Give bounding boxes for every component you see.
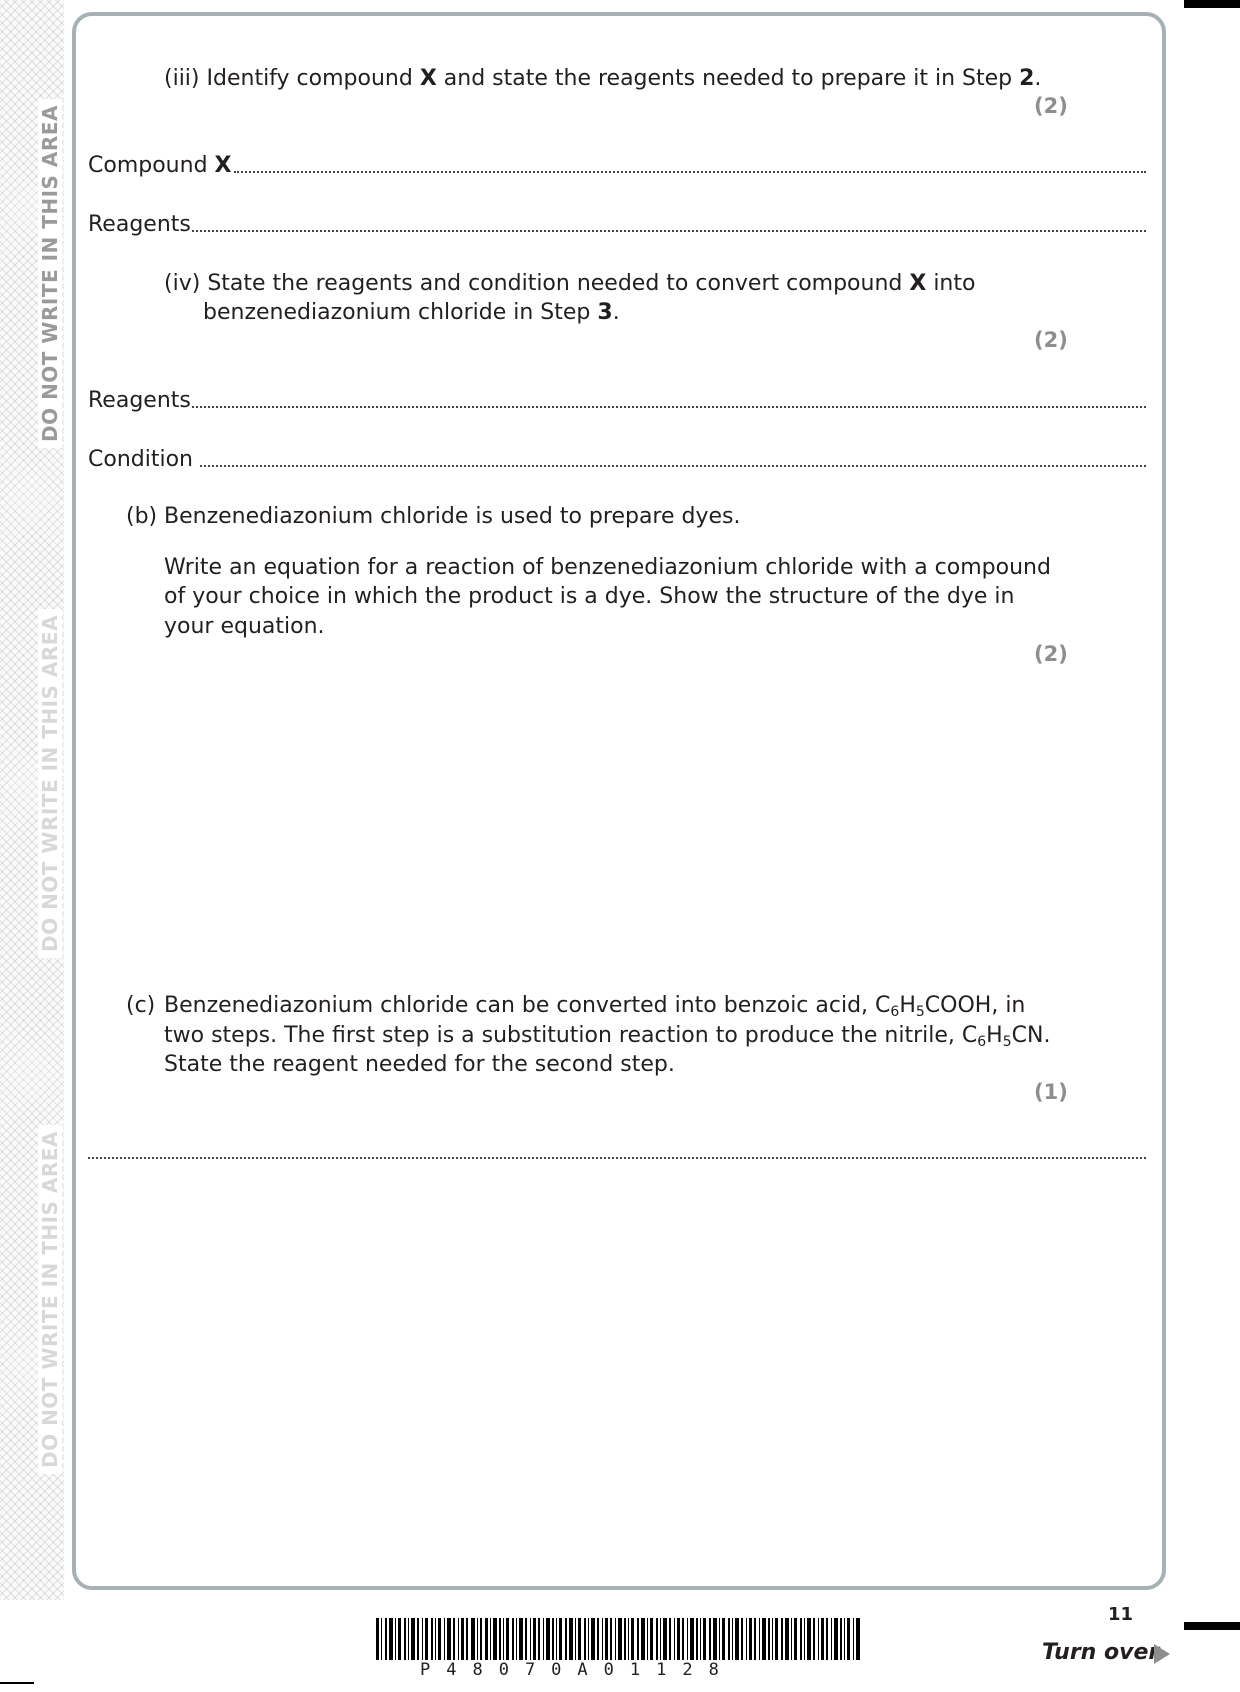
question-b-letter: (b) (126, 504, 158, 529)
marks-c: (1) (1034, 1080, 1068, 1104)
condition-answer-line[interactable] (200, 465, 1146, 467)
reagents-answer-line-iii[interactable] (192, 230, 1146, 232)
page-number: 11 (1108, 1604, 1134, 1625)
corner-mark-bottom (1184, 1622, 1240, 1630)
question-b-intro: Benzenediazonium chloride is used to prepare dyes. (164, 504, 741, 529)
reagents-label-iv: Reagents (88, 388, 191, 413)
margin-warning-middle: DO NOT WRITE IN THIS AREA (38, 609, 62, 958)
reagents-answer-line-iv[interactable] (192, 406, 1146, 408)
compound-x-label: Compound X (88, 153, 232, 178)
answer-line-c[interactable] (88, 1157, 1146, 1159)
barcode (376, 1618, 860, 1660)
question-b-para-line2: of your choice in which the product is a dye. Show the structure of the dye in (164, 584, 1015, 609)
marks-iv: (2) (1034, 328, 1068, 352)
question-b-para-line1: Write an equation for a reaction of benzenediazonium chloride with a compound (164, 555, 1051, 580)
turn-over-label: Turn over (1042, 1640, 1160, 1665)
compound-x-answer-line[interactable] (234, 171, 1146, 173)
question-c-letter: (c) (126, 993, 156, 1018)
question-b-para-line3: your equation. (164, 614, 325, 639)
question-c-line2: two steps. The first step is a substitution reaction to produce the nitrile, $C_6H_5CN$. (164, 1023, 1051, 1050)
corner-mark-bottom-left (0, 1682, 34, 1684)
question-c-line3: State the reagent needed for the second step. (164, 1052, 675, 1077)
question-iv-line2: benzenediazonium chloride in Step 3. (203, 300, 620, 325)
margin-warning-bottom: DO NOT WRITE IN THIS AREA (38, 1125, 62, 1474)
reagents-label-iii: Reagents (88, 212, 191, 237)
marks-b: (2) (1034, 642, 1068, 666)
barcode-text: P48070A01128 (420, 1660, 735, 1680)
corner-mark-top (1184, 0, 1240, 8)
margin-warning-top: DO NOT WRITE IN THIS AREA (38, 99, 62, 448)
equation-answer-space[interactable] (164, 680, 1064, 980)
marks-iii: (2) (1034, 94, 1068, 118)
question-iii: (iii) Identify compound X and state the reagents needed to prepare it in Step 2. (164, 66, 1042, 91)
question-c-line1: Benzenediazonium chloride can be converted into benzoic acid, $C_6H_5COOH$, in (164, 993, 1026, 1020)
question-iv-line1: (iv) State the reagents and condition needed to convert compound X into (164, 271, 976, 296)
turn-over-arrow-icon (1154, 1644, 1170, 1664)
condition-label: Condition (88, 447, 193, 472)
